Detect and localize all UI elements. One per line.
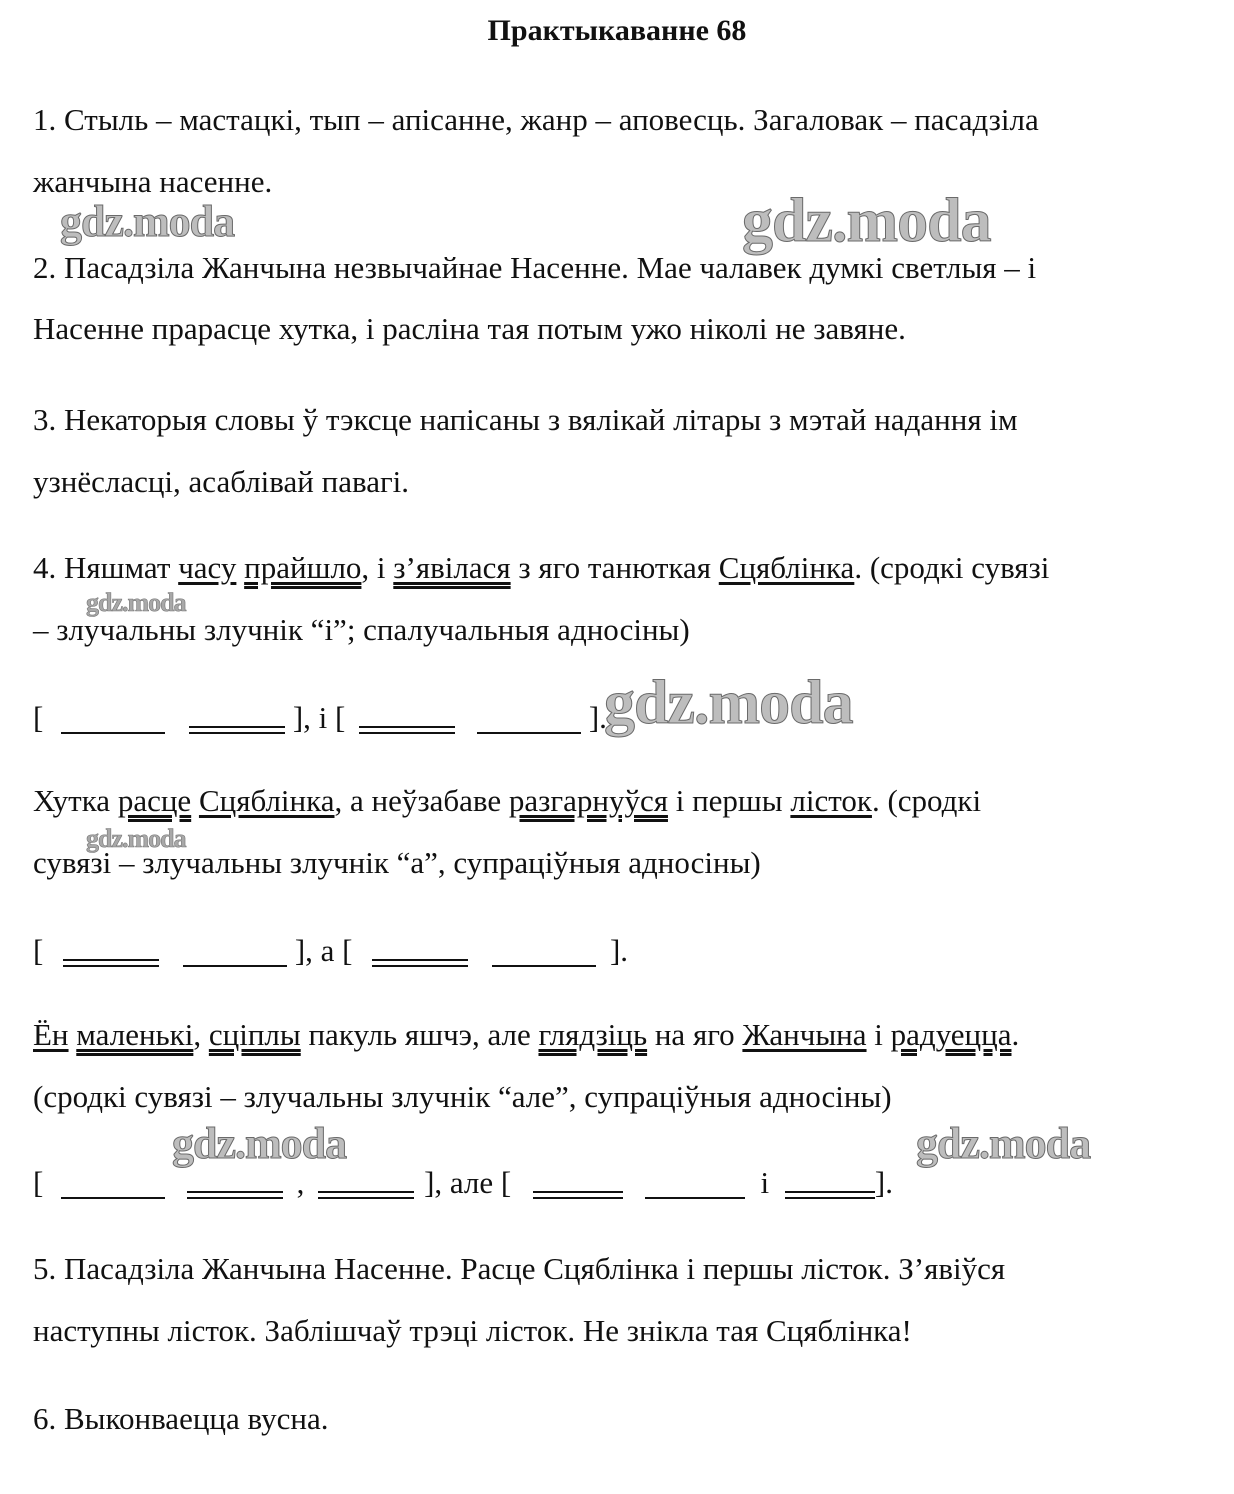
watermark: gdz.moda (742, 187, 991, 255)
text: 4. Няшмат (33, 550, 179, 585)
bracket: [ (33, 933, 44, 968)
predicate-word: разгарнуўся (508, 783, 668, 818)
bracket: ]. (874, 1165, 893, 1200)
text: . (сродкі сувязі (854, 550, 1050, 585)
watermark: gdz.moda (86, 588, 186, 617)
text: , і (361, 550, 394, 585)
scheme-3 (33, 1165, 893, 1201)
bracket: ]. (588, 700, 607, 735)
text: . (сродкі (871, 783, 982, 818)
predicate-word: глядзіць (538, 1017, 648, 1052)
sentence-3-line-2: (сродкі сувязі – злучальны злучнік “але”, супраціўныя адносіны) (33, 1079, 892, 1114)
subject-blank (477, 728, 581, 734)
predicate-blank (359, 726, 455, 734)
subject-blank (61, 1193, 165, 1199)
watermark: gdz.moda (86, 824, 186, 853)
watermark: gdz.moda (604, 669, 853, 737)
conjunction: і (760, 1165, 770, 1200)
predicate-blank (318, 1191, 414, 1199)
scheme-connector: ], але [ (424, 1165, 512, 1200)
scheme-connector: ], а [ (294, 933, 353, 968)
subject-word: Сцяблінка (718, 550, 855, 585)
subject-word: Ён (33, 1017, 69, 1052)
scheme-2 (33, 933, 628, 969)
underlined-word: часу (178, 550, 237, 585)
predicate-blank (785, 1191, 875, 1199)
scheme-connector: ], і [ (292, 700, 346, 735)
paragraph-3-line-1: 3. Некаторыя словы ў тэксце напісаны з вялікай літары з мэтай надання ім (33, 402, 1018, 437)
page-title: Практыкаванне 68 (487, 14, 747, 47)
sentence-1-line-1 (33, 550, 1049, 586)
predicate-blank (187, 1191, 283, 1199)
sentence-3-line-1: Ён маленькі, сціплы пакуль яшчэ, але глядзіць на яго Жанчына і радуецца. (33, 1017, 1020, 1052)
predicate-blank (189, 726, 285, 734)
predicate-blank (63, 959, 159, 967)
paragraph-1-line-1: 1. Стыль – мастацкі, тып – апісанне, жанр – аповесць. Загаловак – пасадзіла (33, 102, 1039, 137)
text: , а неўзабаве (334, 783, 509, 818)
subject-blank (183, 961, 287, 967)
predicate-word: радуецца (890, 1017, 1012, 1052)
sentence-1-line-2: – злучальны злучнік “і”; спалучальныя адносіны) (33, 612, 690, 647)
predicate-word: з’явілася (393, 550, 511, 585)
subject-word: Жанчына (742, 1017, 867, 1052)
text: на яго (647, 1017, 743, 1052)
paragraph-2-line-2: Насенне прарасце хутка, і расліна тая потым ужо ніколі не завяне. (33, 311, 906, 346)
scheme-1 (33, 700, 607, 736)
watermark: gdz.moda (60, 197, 235, 246)
paragraph-5-line-2: наступны лісток. Заблішчаў трэці лісток. Не знікла тая Сцяблінка! (33, 1313, 912, 1348)
subject-blank (61, 728, 165, 734)
text: пакуль яшчэ, але (300, 1017, 539, 1052)
paragraph-3-line-2: узнёсласці, асаблівай павагі. (33, 464, 410, 499)
comma: , (296, 1165, 305, 1200)
watermark: gdz.moda (172, 1119, 347, 1168)
subject-word: Сцяблінка (198, 783, 335, 818)
text: Хутка (33, 783, 118, 818)
text: і першы (667, 783, 791, 818)
subject-blank (645, 1193, 745, 1199)
paragraph-5-line-1: 5. Пасадзіла Жанчына Насенне. Расце Сцяблінка і першы лісток. З’явіўся (33, 1251, 1006, 1286)
subject-blank (492, 961, 596, 967)
subject-word: лісток (790, 783, 872, 818)
paragraph-1-line-2: жанчына насенне. (33, 164, 273, 199)
sentence-2-line-2: сувязі – злучальны злучнік “а”, супраціўныя адносіны) (33, 845, 761, 880)
predicate-blank (533, 1191, 623, 1199)
sentence-2-line-1 (33, 783, 981, 819)
paragraph-2-line-1: 2. Пасадзіла Жанчына незвычайнае Насенне. Мае чалавек думкі светлыя – і (33, 250, 1037, 285)
predicate-word: прайшло (244, 550, 362, 585)
paragraph-6: 6. Выконваецца вусна. (33, 1401, 329, 1436)
predicate-word: сціплы (208, 1017, 301, 1052)
predicate-word: расце (117, 783, 192, 818)
bracket: [ (33, 700, 44, 735)
text: з яго танюткая (510, 550, 719, 585)
predicate-blank (372, 959, 468, 967)
bracket: [ (33, 1165, 44, 1200)
bracket: ]. (609, 933, 629, 968)
predicate-word: маленькі (76, 1017, 194, 1052)
watermark: gdz.moda (916, 1119, 1091, 1168)
